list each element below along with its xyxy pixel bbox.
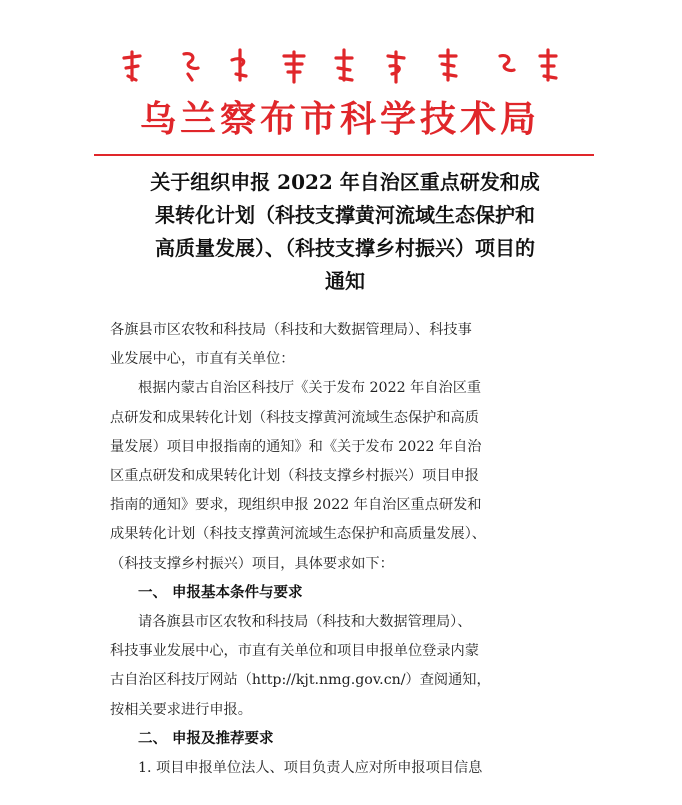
section-heading-2: 二、 申报及推荐要求 <box>138 730 274 747</box>
paragraph-line: 按相关要求进行申报。 <box>110 701 252 718</box>
paragraph-line: 1. 项目申报单位法人、项目负责人应对所申报项目信息 <box>138 760 483 777</box>
paragraph-line: 根据内蒙古自治区科技厅《关于发布 2022 年自治区重 <box>138 380 482 397</box>
paragraph-line: 指南的通知》要求，现组织申报 2022 年自治区重点研发和 <box>110 497 482 514</box>
paragraph-line: 古自治区科技厅网站（http://kjt.nmg.gov.cn/）查阅通知， <box>110 672 491 689</box>
mongolian-header-seal <box>112 44 562 86</box>
red-divider-line <box>94 154 594 156</box>
agency-name: 乌兰察布市科学技术局 <box>139 99 540 140</box>
title-line: 果转化计划（科技支撑黄河流域生态保护和 <box>155 203 535 227</box>
salutation-line: 业发展中心，市直有关单位： <box>110 351 295 368</box>
paragraph-line: 请各旗县市区农牧和科技局（科技和大数据管理局）、 <box>138 614 472 631</box>
title-line: 高质量发展）、（科技支撑乡村振兴）项目的 <box>155 236 535 260</box>
paragraph-line: 区重点研发和成果转化计划（科技支撑乡村振兴）项目申报 <box>110 468 479 485</box>
paragraph-line: 量发展）项目申报指南的通知》和《关于发布 2022 年自治 <box>110 438 482 455</box>
section-heading-1: 一、 申报基本条件与要求 <box>138 584 303 601</box>
paragraph-line: 成果转化计划（科技支撑黄河流域生态保护和高质量发展）、 <box>110 526 486 543</box>
notice-body <box>110 316 570 783</box>
paragraph-line: 点研发和成果转化计划（科技支撑黄河流域生态保护和高质 <box>110 409 479 426</box>
mongolian-script-graphic <box>112 44 562 86</box>
title-line: 关于组织申报 2022 年自治区重点研发和成 <box>150 170 540 194</box>
salutation-line: 各旗县市区农牧和科技局（科技和大数据管理局）、科技事 <box>110 322 472 338</box>
paragraph-line: （科技支撑乡村振兴）项目，具体要求如下： <box>110 555 394 572</box>
paragraph-line: 科技事业发展中心，市直有关单位和项目申报单位登录内蒙 <box>110 643 479 660</box>
notice-title <box>110 166 580 298</box>
title-line: 通知 <box>325 269 365 293</box>
